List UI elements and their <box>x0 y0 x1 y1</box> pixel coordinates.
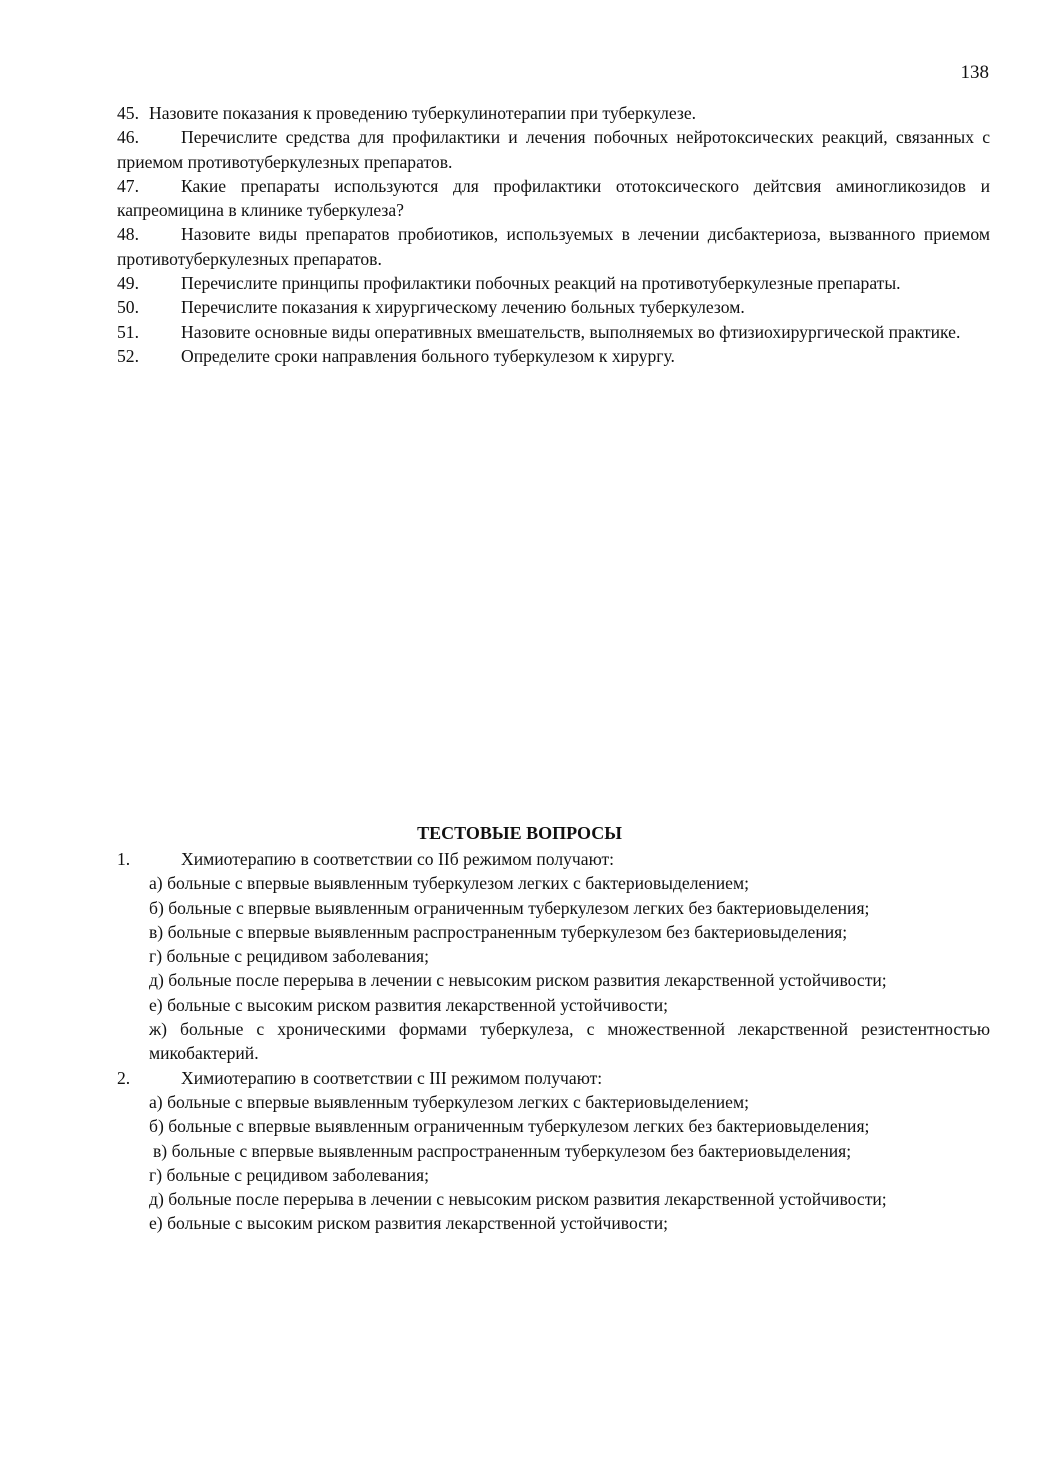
list-item <box>117 174 990 223</box>
question-number: 1. <box>117 849 131 869</box>
item-number: 47. <box>117 175 139 196</box>
question-text: Химиотерапию в соответствии со IIб режимом получают: <box>181 849 615 869</box>
item-number: 52. <box>117 345 139 366</box>
section-title: ТЕСТОВЫЕ ВОПРОСЫ <box>417 823 622 843</box>
answer-option: д) больные после перерыва в лечении с невысоким риском развития лекарственной устойчивости; <box>149 970 887 991</box>
answer-option: е) больные с высоким риском развития лекарственной устойчивости; <box>149 994 668 1015</box>
answer-option: г) больные с рецидивом заболевания; <box>149 1164 429 1185</box>
item-text: Перечислите принципы профилактики побочных реакций на противотуберкулезные препараты. <box>181 273 901 294</box>
item-text: Назовите виды препаратов пробиотиков, используемых в лечении дисбактериоза, вызванного приемом противотуберкулезных препаратов. <box>117 224 990 269</box>
list-item <box>117 125 990 174</box>
test-question <box>117 1066 990 1090</box>
item-number: 46. <box>117 127 139 148</box>
list-item <box>117 295 990 319</box>
list-item <box>117 344 990 368</box>
answer-option: а) больные с впервые выявленным туберкулезом легких с бактериовыделением; <box>149 1091 749 1112</box>
answer-option: г) больные с рецидивом заболевания; <box>149 946 429 967</box>
question-number: 2. <box>117 1067 131 1088</box>
item-number: 50. <box>117 297 139 318</box>
item-number: 49. <box>117 273 139 294</box>
item-text: Перечислите средства для профилактики и лечения побочных нейротоксических реакций, связанных с приемом противотуберкулезных препаратов. <box>117 127 990 172</box>
item-text: Какие препараты используются для профилактики ототоксического дейтсвия аминогликозидов и капреомицина в клинике туберкулеза? <box>117 175 990 221</box>
item-text: Перечислите показания к хирургическому лечению больных туберкулезом. <box>181 297 745 318</box>
question-text: Химиотерапию в соответствии с III режимом получают: <box>181 1067 603 1088</box>
answer-option: д) больные после перерыва в лечении с невысоким риском развития лекарственной устойчивости; <box>149 1189 887 1210</box>
item-text: Определите сроки направления больного туберкулезом к хирургу. <box>181 345 675 366</box>
item-number: 48. <box>117 224 139 245</box>
answer-option: б) больные с впервые выявленным ограниченным туберкулезом легких без бактериовыделения; <box>149 897 870 918</box>
item-text: Назовите показания к проведению туберкулинотерапии при туберкулезе. <box>149 103 697 123</box>
list-item <box>117 101 990 125</box>
answer-option: в) больные с впервые выявленным распространенным туберкулезом без бактериовыделения; <box>149 921 848 942</box>
answer-option: в) больные с впервые выявленным распространенным туберкулезом без бактериовыделения; <box>153 1140 852 1161</box>
list-item <box>117 320 990 344</box>
item-number: 51. <box>117 321 139 342</box>
item-number: 45. <box>117 103 139 123</box>
page-number: 138 <box>960 62 989 83</box>
list-item <box>117 222 990 271</box>
item-text: Назовите основные виды оперативных вмешательств, выполняемых во фтизиохирургической практике. <box>181 321 961 342</box>
test-question <box>117 847 990 871</box>
answer-option: б) больные с впервые выявленным ограниченным туберкулезом легких без бактериовыделения; <box>149 1116 870 1137</box>
answer-option: а) больные с впервые выявленным туберкулезом легких с бактериовыделением; <box>149 873 749 894</box>
test-questions-list <box>117 847 990 1236</box>
list-item <box>117 271 990 295</box>
answer-option: е) больные с высоким риском развития лекарственной устойчивости; <box>149 1213 668 1234</box>
open-questions-list <box>117 101 990 368</box>
answer-option: ж) больные с хроническими формами туберкулеза, с множественной лекарственной резистентностью микобактерий. <box>149 1019 990 1064</box>
